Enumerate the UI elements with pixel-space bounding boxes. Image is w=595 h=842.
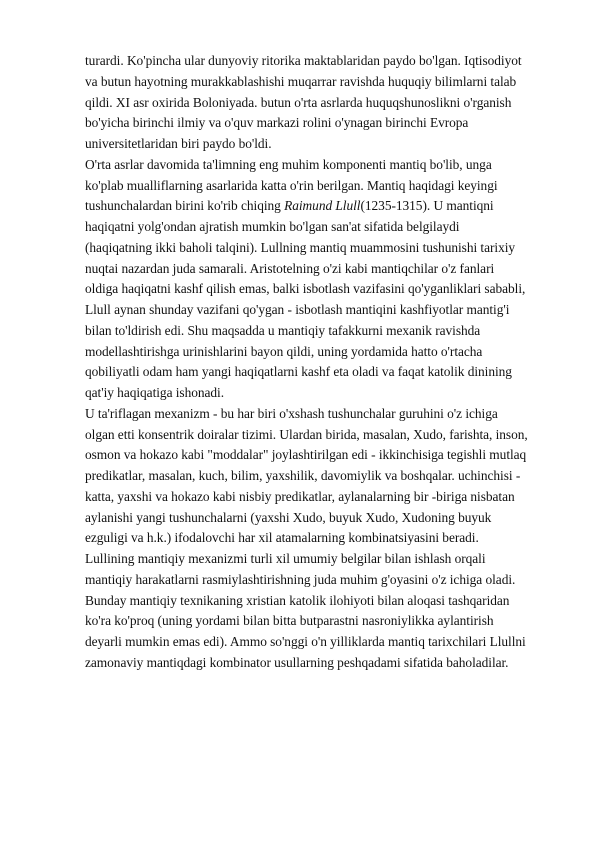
text-line-28: ko'ra ko'proq (uning yordami bilan bitta butparastni nasroniylikka aylantirish [85, 613, 494, 629]
text-line-21: predikatlar, masalan, kuch, bilim, yaxshilik, davomiylik va boshqalar. uchinchisi - [85, 468, 521, 483]
text-line-3: qildi. XI asr oxirida Boloniyada. butun o'rta asrlarda huquqshunoslikni o'rganish [85, 94, 512, 110]
text-line-15: modellashtirishga urinishlarini bayon qildi, uning yordamida hatto o'rtacha [85, 343, 483, 359]
text-line-17: qat'iy haqiqatiga ishonadi. [85, 385, 225, 400]
text-line-8-after: (1235-1315). U mantiqni [360, 198, 494, 214]
text-line-1: turardi. Ko'pincha ular dunyoviy ritorika maktablaridan paydo bo'lgan. Iqtisodiyot [85, 53, 522, 68]
text-line-29: deyarli mumkin emas edi). Ammo so'nggi o'n yilliklarda mantiq tarixchilari Llullni [85, 634, 526, 649]
text-line-18: U ta'riflagan mexanizm - bu har biri o'xshash tushunchalar guruhini o'z ichiga [85, 405, 498, 421]
text-line-8 [85, 196, 557, 217]
text-line-23: aylanishi yangi tushunchalarni (yaxshi Xudo, buyuk Xudo, Xudoning buyuk [85, 509, 492, 525]
document-body [85, 51, 557, 674]
text-line-5: universitetlaridan biri paydo bo'ldi. [85, 136, 272, 151]
text-line-9: haqiqatni yolg'ondan ajratish mumkin bo'lgan san'at sifatida belgilaydi [85, 219, 460, 234]
text-line-4: bo'yicha birinchi ilmiy va o'quv markazi rolini o'ynagan birinchi Evropa [85, 115, 469, 131]
text-line-7: ko'plab mualliflarning asarlarida katta o'rin berilgan. Mantiq haqidagi keyingi [85, 177, 498, 193]
text-line-27: Bunday mantiqiy texnikaning xristian katolik ilohiyoti bilan aloqasi tashqaridan [85, 592, 510, 608]
text-line-10: (haqiqatning ikki baholi talqini). Lullning mantiq muammosini tushunishi tarixiy [85, 239, 516, 255]
text-line-24: ezguligi va h.k.) ifodalovchi har xil atamalarning kombinatsiyasini beradi. [85, 530, 479, 546]
text-line-20: osmon va hokazo kabi "moddalar" joylashtirilgan edi - ikkinchisiga tegishli mutlaq [85, 447, 527, 463]
text-line-13: Llull aynan shunday vazifani qo'ygan - isbotlash mantiqini kashfiyotlar mantig'i [85, 302, 510, 317]
text-line-2: va butun hayotning murakkablashishi muqarrar ravishda huquqiy bilimlarni talab [85, 73, 517, 89]
text-line-22: katta, yaxshi va hokazo kabi nisbiy predikatlar, aylanalarning bir -biriga nisbatan [85, 488, 515, 504]
text-line-16: qobiliyatli odam ham yangi haqiqatlarni kashf eta oladi va faqat katolik dinining [85, 364, 512, 380]
text-line-30: zamonaviy mantiqdagi kombinator usullarning peshqadami sifatida baholadilar. [85, 654, 509, 670]
text-line-25: Lullining mantiqiy mexanizmi turli xil umumiy belgilar bilan ishlash orqali [85, 551, 486, 566]
text-line-12: oldiga haqiqatni kashf qilish emas, balki isbotlash vazifasini qo'yganliklari sababli, [85, 281, 526, 297]
text-line-26: mantiqiy harakatlarni rasmiylashtirishning juda muhim g'oyasini o'z ichiga oladi. [85, 571, 516, 587]
text-line-8-before: tushunchalardan birini ko'rib chiqing [85, 198, 285, 214]
author-name-italic: Raimund Llull [284, 198, 361, 214]
text-line-11: nuqtai nazardan juda samarali. Aristotelning o'zi kabi mantiqchilar o'z fanlari [85, 260, 495, 276]
text-line-14: bilan to'ldirish edi. Shu maqsadda u mantiqiy tafakkurni mexanik ravishda [85, 322, 481, 338]
text-line-6: O'rta asrlar davomida ta'limning eng muhim komponenti mantiq bo'lib, unga [85, 156, 492, 172]
text-line-19: olgan etti konsentrik doiralar tizimi. Ulardan birida, masalan, Xudo, farishta, inson, [85, 426, 528, 442]
